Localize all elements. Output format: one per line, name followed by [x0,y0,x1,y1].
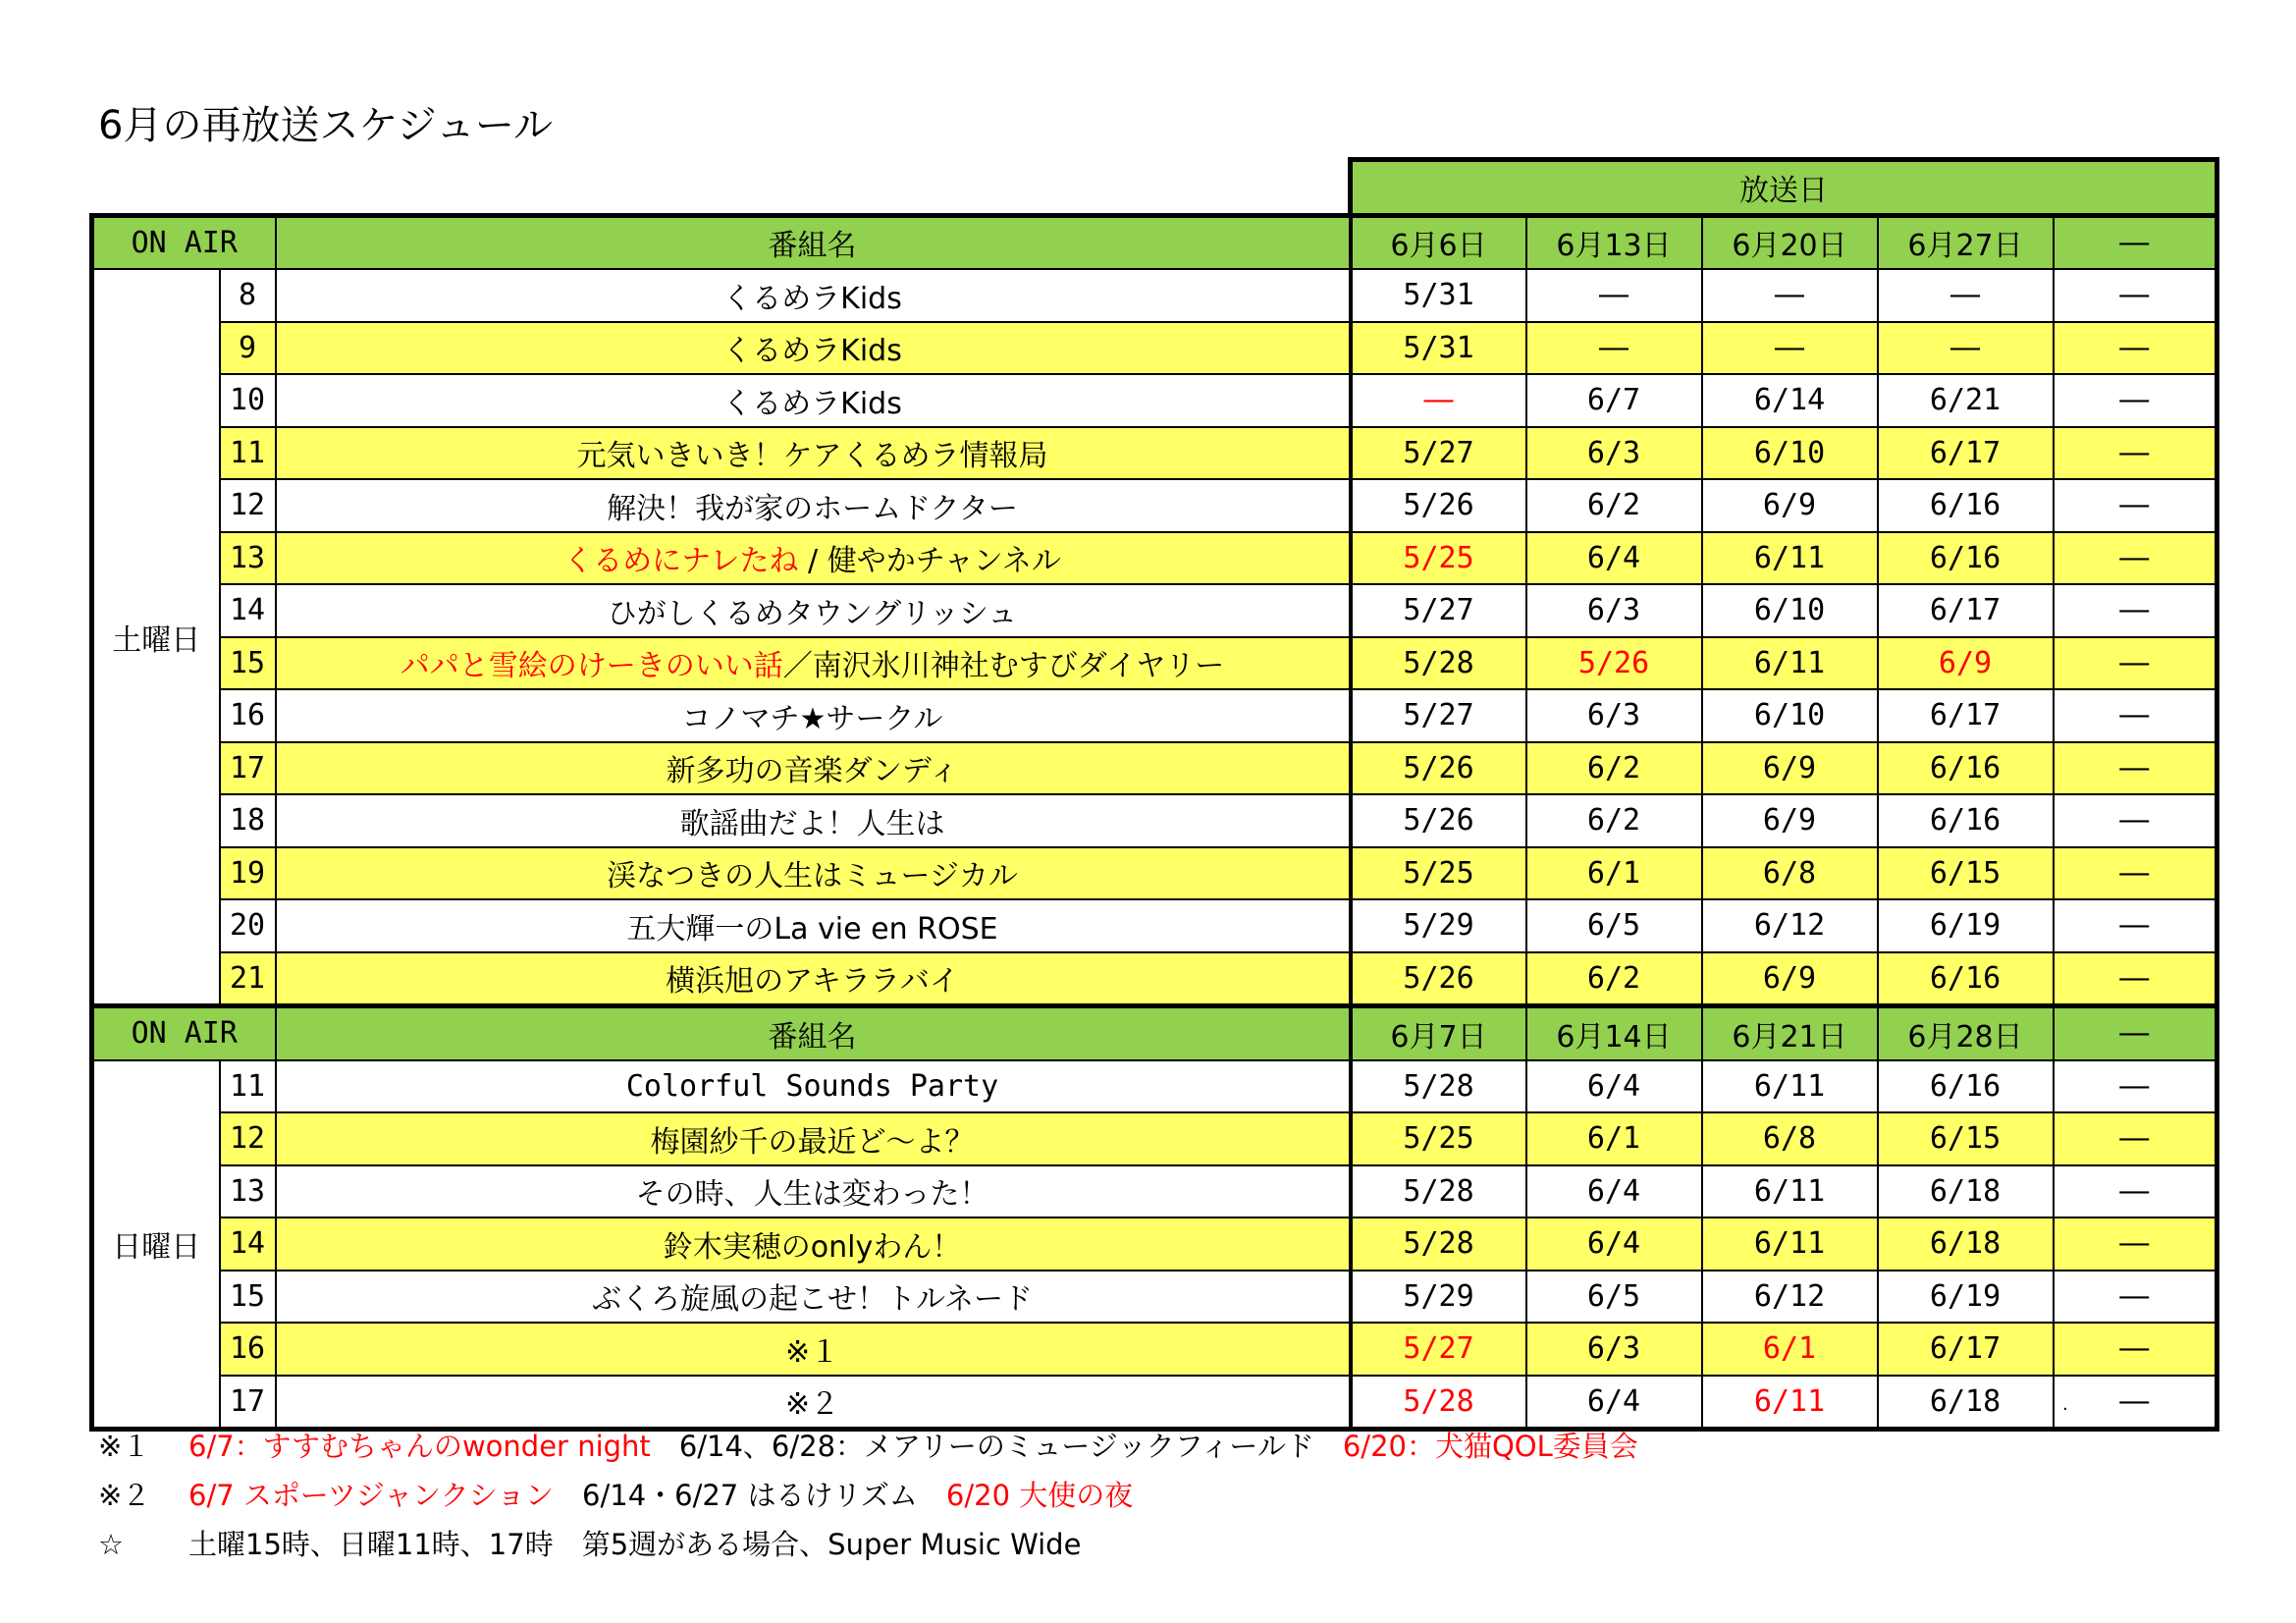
date-cell: 5/26 [1351,742,1526,795]
date-header: 6月6日 [1351,215,1526,269]
date-cell: ― [2054,1060,2217,1113]
date-cell: 5/28 [1351,1060,1526,1113]
date-cell: 6/16 [1878,742,2054,795]
table-row [92,479,2217,532]
hour-cell: 15 [220,637,276,690]
footnote-text: 6/14、6/28：メアリーのミュージックフィールド [678,1430,1314,1463]
program-name-header: 番組名 [276,215,1351,269]
program-name-cell: ひがしくるめタウングリッシュ [276,584,1351,637]
date-cell: ― [1878,269,2054,322]
date-cell: 5/28 [1351,637,1526,690]
hour-cell: 16 [220,1323,276,1376]
hour-cell: 14 [220,584,276,637]
date-cell: ― [2054,847,2217,900]
date-cell: ― [1702,322,1878,375]
table-row [92,1323,2217,1376]
date-cell: 5/26 [1526,637,1702,690]
date-header: 6月21日 [1702,1006,1878,1060]
date-cell: 5/27 [1351,1323,1526,1376]
date-cell: 6/7 [1526,374,1702,427]
date-cell: 6/4 [1526,1060,1702,1113]
hour-cell: 11 [220,1060,276,1113]
date-cell: 6/3 [1526,1323,1702,1376]
program-name-cell: 鈴木実穂のonlyわん！ [276,1217,1351,1271]
date-cell: ― [1351,374,1526,427]
table-row [92,374,2217,427]
date-cell: 6/15 [1878,1112,2054,1165]
date-cell: 6/11 [1702,637,1878,690]
date-cell: 6/16 [1878,1060,2054,1113]
program-name-cell: 梅園紗千の最近ど～よ？ [276,1112,1351,1165]
table-row [92,742,2217,795]
date-cell: 6/3 [1526,584,1702,637]
date-cell: 6/9 [1702,952,1878,1006]
date-cell: 5/26 [1351,952,1526,1006]
date-cell: 6/1 [1526,847,1702,900]
footnotes [98,1422,1638,1569]
date-cell: ― [1878,322,2054,375]
date-cell: 6/17 [1878,1323,2054,1376]
date-cell: 6/1 [1702,1323,1878,1376]
footnote-text: 土曜15時、日曜11時、17時 第5週がある場合、Super Music Wide [188,1528,1082,1561]
table-row [92,1217,2217,1271]
program-name-cell: 渓なつきの人生はミュージカル [276,847,1351,900]
broadcast-day-header-row [92,160,2217,216]
date-cell: ― [2054,794,2217,847]
date-cell: 6/19 [1878,1271,2054,1324]
date-cell: 6/11 [1702,532,1878,585]
footnote-text: 6/14・6/27 はるけリズム [582,1479,918,1512]
stray-mark: . [2062,1394,2068,1415]
date-cell: 6/14 [1702,374,1878,427]
program-name-sep: ／ [782,649,813,684]
date-header: 6月28日 [1878,1006,2054,1060]
footnote-text: 6/7：すすむちゃんのwonder night [188,1430,651,1463]
date-cell: 6/18 [1878,1217,2054,1271]
footnote-2 [98,1471,1638,1520]
date-cell: 5/27 [1351,584,1526,637]
date-cell: 6/17 [1878,689,2054,742]
hour-cell: 13 [220,1165,276,1218]
date-cell: 6/4 [1526,1165,1702,1218]
date-cell: ― [2054,269,2217,322]
date-cell: 6/19 [1878,899,2054,952]
date-cell: 5/26 [1351,479,1526,532]
date-cell: 5/28 [1351,1217,1526,1271]
date-cell: 6/5 [1526,899,1702,952]
program-name-cell [276,637,1351,690]
date-cell: 6/4 [1526,532,1702,585]
schedule-table [89,157,2219,1432]
hour-cell: 8 [220,269,276,322]
hour-cell: 9 [220,322,276,375]
program-name-cell: コノマチ★サークル [276,689,1351,742]
table-row [92,1112,2217,1165]
date-cell: 6/9 [1878,637,2054,690]
program-name-cell: ※２ [276,1376,1351,1430]
hour-cell: 12 [220,1112,276,1165]
date-cell: 6/3 [1526,427,1702,480]
table-row [92,952,2217,1006]
hour-cell: 13 [220,532,276,585]
date-header: 6月13日 [1526,215,1702,269]
date-cell: ― [2054,532,2217,585]
date-cell: ― [2054,1376,2217,1430]
program-name-header: 番組名 [276,1006,1351,1060]
date-cell: ― [2054,322,2217,375]
date-cell: ― [2054,952,2217,1006]
date-cell: ― [2054,1323,2217,1376]
date-cell: ― [1702,269,1878,322]
date-cell: 5/28 [1351,1165,1526,1218]
date-cell: 6/9 [1702,742,1878,795]
date-cell: 6/11 [1702,1217,1878,1271]
date-header: 6月20日 [1702,215,1878,269]
date-header: ― [2054,215,2217,269]
date-cell: 6/11 [1702,1060,1878,1113]
date-cell: 6/8 [1702,1112,1878,1165]
date-cell: 6/10 [1702,427,1878,480]
date-cell: ― [2054,1271,2217,1324]
footnote-text: 6/7 スポーツジャンクション [188,1479,554,1512]
program-name-cell: 歌謡曲だよ！人生は [276,794,1351,847]
date-cell: 6/4 [1526,1376,1702,1430]
date-cell: 5/25 [1351,847,1526,900]
hour-cell: 10 [220,374,276,427]
date-header: 6月7日 [1351,1006,1526,1060]
hour-cell: 17 [220,1376,276,1430]
date-header: 6月14日 [1526,1006,1702,1060]
footnote-3 [98,1520,1638,1569]
date-cell: 6/5 [1526,1271,1702,1324]
date-cell: ― [2054,899,2217,952]
program-name-cell: Colorful Sounds Party [276,1060,1351,1113]
date-cell: 6/2 [1526,794,1702,847]
date-cell: 5/27 [1351,427,1526,480]
program-name-black: 南沢氷川神社むすびダイヤリー [812,649,1225,684]
date-cell: 6/21 [1878,374,2054,427]
footnote-mark: ※２ [98,1479,151,1512]
program-name-black: 健やかチャンネル [827,544,1061,579]
table-row [92,1271,2217,1324]
footnote-text: 6/20 大使の夜 [945,1479,1134,1512]
program-name-cell: ※１ [276,1323,1351,1376]
date-cell: ― [2054,584,2217,637]
table-row [92,532,2217,585]
date-cell: 6/10 [1702,584,1878,637]
date-cell: ― [2054,742,2217,795]
date-cell: 6/18 [1878,1165,2054,1218]
table-row [92,847,2217,900]
footnote-mark: ※１ [98,1430,151,1463]
date-cell: 5/29 [1351,1271,1526,1324]
date-cell: 6/16 [1878,532,2054,585]
date-cell: 6/18 [1878,1376,2054,1430]
program-name-cell: 解決！我が家のホームドクター [276,479,1351,532]
hour-cell: 20 [220,899,276,952]
date-cell: 5/29 [1351,899,1526,952]
date-cell: 5/25 [1351,1112,1526,1165]
date-cell: ― [2054,427,2217,480]
date-cell: ― [1526,269,1702,322]
date-cell: 6/15 [1878,847,2054,900]
date-cell: 6/17 [1878,584,2054,637]
table-row [92,637,2217,690]
date-cell: 6/11 [1702,1165,1878,1218]
date-cell: 5/31 [1351,269,1526,322]
table-row [92,1165,2217,1218]
hour-cell: 19 [220,847,276,900]
program-name-red: くるめにナレたね [563,544,799,579]
date-cell: ― [2054,689,2217,742]
hour-cell: 12 [220,479,276,532]
date-cell: 5/27 [1351,689,1526,742]
date-cell: 5/31 [1351,322,1526,375]
on-air-header: ON AIR [92,1006,276,1060]
program-name-cell: くるめラKids [276,322,1351,375]
sunday-header-row [92,1006,2217,1060]
table-row [92,427,2217,480]
date-cell: 6/8 [1702,847,1878,900]
broadcast-day-header: 放送日 [1351,160,2217,216]
date-cell: 5/26 [1351,794,1526,847]
date-cell: 6/12 [1702,1271,1878,1324]
table-row [92,584,2217,637]
date-header: 6月27日 [1878,215,2054,269]
program-name-cell: 横浜旭のアキララバイ [276,952,1351,1006]
date-cell: 6/17 [1878,427,2054,480]
program-name-cell: くるめラKids [276,374,1351,427]
date-cell: ― [2054,637,2217,690]
program-name-cell: 元気いきいき！ケアくるめラ情報局 [276,427,1351,480]
table-row [92,269,2217,322]
date-cell: 6/16 [1878,479,2054,532]
program-name-sep: / [798,544,828,579]
table-row [92,689,2217,742]
date-header: ― [2054,1006,2217,1060]
program-name-red: パパと雪絵のけーきのいい話 [400,649,783,684]
table-row [92,899,2217,952]
date-cell: ― [2054,1165,2217,1218]
date-cell: 6/12 [1702,899,1878,952]
program-name-cell: くるめラKids [276,269,1351,322]
footnote-text: 6/20：犬猫QOL委員会 [1342,1430,1638,1463]
date-cell: ― [2054,374,2217,427]
hour-cell: 14 [220,1217,276,1271]
date-cell: 6/1 [1526,1112,1702,1165]
date-cell: 6/2 [1526,952,1702,1006]
page-title: 6月の再放送スケジュール [98,103,554,148]
hour-cell: 16 [220,689,276,742]
table-row [92,1060,2217,1113]
sunday-label: 日曜日 [92,1060,220,1430]
hour-cell: 21 [220,952,276,1006]
table-row [92,322,2217,375]
date-cell: 6/11 [1702,1376,1878,1430]
date-cell: ― [1526,322,1702,375]
program-name-cell: 新多功の音楽ダンディ [276,742,1351,795]
hour-cell: 15 [220,1271,276,1324]
date-cell: 6/2 [1526,742,1702,795]
date-cell: 6/10 [1702,689,1878,742]
date-cell: 6/9 [1702,479,1878,532]
table-row [92,794,2217,847]
program-name-cell: ぶくろ旋風の起こせ！トルネード [276,1271,1351,1324]
date-cell: 6/9 [1702,794,1878,847]
date-cell: 5/28 [1351,1376,1526,1430]
date-cell: ― [2054,1112,2217,1165]
date-cell: 6/16 [1878,794,2054,847]
hour-cell: 11 [220,427,276,480]
date-cell: ― [2054,1217,2217,1271]
date-cell: 6/4 [1526,1217,1702,1271]
date-cell: 6/2 [1526,479,1702,532]
footnote-mark: ☆ [98,1528,124,1561]
date-cell: 5/25 [1351,532,1526,585]
program-name-cell [276,532,1351,585]
date-cell: 6/16 [1878,952,2054,1006]
date-cell: ― [2054,479,2217,532]
saturday-label: 土曜日 [92,269,220,1006]
hour-cell: 17 [220,742,276,795]
program-name-cell: 五大輝一のLa vie en ROSE [276,899,1351,952]
saturday-header-row [92,215,2217,269]
footnote-1 [98,1422,1638,1471]
program-name-cell: その時、人生は変わった！ [276,1165,1351,1218]
hour-cell: 18 [220,794,276,847]
on-air-header: ON AIR [92,215,276,269]
date-cell: 6/3 [1526,689,1702,742]
